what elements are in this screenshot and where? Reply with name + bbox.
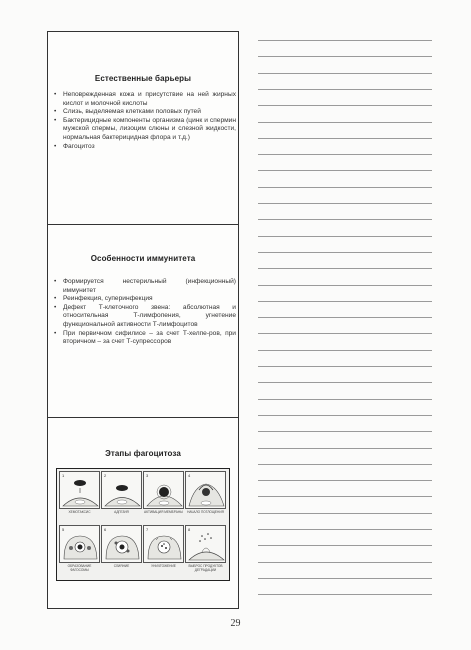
bullet-item: • Дефект Т-клеточного звена: абсолютная и относительная Т-лимфопения, угнетение функциональной активности Т-лимфоцитов (54, 303, 236, 328)
bullet-icon: • (54, 295, 57, 303)
adhesion-diagram-icon (102, 472, 143, 510)
slide-natural-barriers (48, 32, 238, 224)
panel-release: 8 (185, 525, 226, 563)
note-line (258, 431, 432, 432)
note-line (258, 578, 432, 579)
note-line (258, 448, 432, 449)
figure-row: 1 ХЕМОТАКСИС 2 АДГЕЗИЯ 3 АКТИВАЦИЯ МЕМБРАНЫ 4 НАЧАЛО ПОГЛОЩЕНИЯ (59, 471, 227, 521)
bullet-item: • Бактерицидные компоненты организма (цинк и спермин мужской спермы, лизоцим слюны и слезной жидкости, нормальная бактерицидная флора и т.д.) (54, 116, 236, 141)
bullet-icon: • (54, 303, 57, 311)
bullet-item: • Слизь, выделяемая клетками половых путей (54, 108, 201, 116)
note-line (258, 56, 432, 57)
slide-title: Особенности иммунитета (90, 254, 196, 263)
note-line (258, 333, 432, 334)
slide-column (47, 31, 239, 609)
panel-destruction: 7 (143, 525, 184, 563)
bullet-item: • При первичном сифилисе – за счет Т-хелпе-ров, при вторичном – за счет Т-супрессоров (54, 329, 236, 346)
note-line (258, 40, 432, 41)
note-line (258, 89, 432, 90)
bullet-item: • Реинфекция, суперинфекция (54, 295, 153, 303)
slide-immunity-features (48, 224, 238, 417)
bullet-icon: • (54, 91, 57, 98)
note-line (258, 415, 432, 416)
note-line (258, 350, 432, 351)
bullet-item: • Неповрежденная кожа и присутствие на ней жирных кислот и молочной кислоты (54, 91, 236, 107)
note-line (258, 122, 432, 123)
bullet-icon: • (54, 108, 57, 116)
note-line (258, 138, 432, 139)
note-line (258, 236, 432, 237)
panel-chemotaxis: 1 (59, 471, 100, 509)
note-line (258, 301, 432, 302)
bullet-icon: • (54, 116, 57, 124)
note-line (258, 187, 432, 188)
phagosome-diagram-icon (60, 526, 101, 564)
note-line (258, 513, 432, 514)
note-line (258, 219, 432, 220)
note-line (258, 252, 432, 253)
chemotaxis-diagram-icon (60, 472, 101, 510)
bullet-icon: • (54, 142, 57, 150)
note-line (258, 105, 432, 106)
note-line (258, 480, 432, 481)
page-number: 29 (230, 618, 241, 629)
bullet-icon: • (54, 278, 57, 285)
bullet-list (54, 278, 236, 347)
fusion-diagram-icon (102, 526, 143, 564)
note-line (258, 154, 432, 155)
note-line (258, 545, 432, 546)
note-line (258, 594, 432, 595)
panel-ingestion-start: 4 (185, 471, 226, 509)
note-line (258, 317, 432, 318)
note-line (258, 366, 432, 367)
panel-membrane-activation: 3 (143, 471, 184, 509)
note-line (258, 268, 432, 269)
destruction-diagram-icon (144, 526, 185, 564)
note-line (258, 529, 432, 530)
activation-diagram-icon (144, 472, 185, 510)
release-diagram-icon (186, 526, 227, 564)
bullet-list (54, 91, 236, 151)
note-line (258, 496, 432, 497)
slide-phagocytosis-stages (48, 417, 238, 608)
note-line (258, 285, 432, 286)
phagocytosis-figure (56, 468, 230, 581)
panel-fusion: 6 (101, 525, 142, 563)
ingestion-diagram-icon (186, 472, 227, 510)
note-line (258, 73, 432, 74)
note-line (258, 382, 432, 383)
figure-row: 5 ОБРАЗОВАНИЕ ФАГОСОМЫ 6 СЛИЯНИЕ 7 УНИЧТОЖЕНИЕ 8 ВЫБРОС ПРОДУКТОВ ДЕГРАДАЦИИ (59, 525, 227, 575)
bullet-icon: • (54, 329, 57, 337)
bullet-item: • Фагоцитоз (54, 142, 95, 150)
note-line (258, 399, 432, 400)
panel-phagosome-formation: 5 (59, 525, 100, 563)
note-line (258, 203, 432, 204)
slide-title: Этапы фагоцитоза (105, 449, 181, 458)
slide-title: Естественные барьеры (94, 74, 192, 83)
bullet-item: • Формируется нестерильный (инфекционный) иммунитет (54, 278, 236, 294)
note-line (258, 464, 432, 465)
note-line (258, 562, 432, 563)
panel-adhesion: 2 (101, 471, 142, 509)
note-line (258, 170, 432, 171)
